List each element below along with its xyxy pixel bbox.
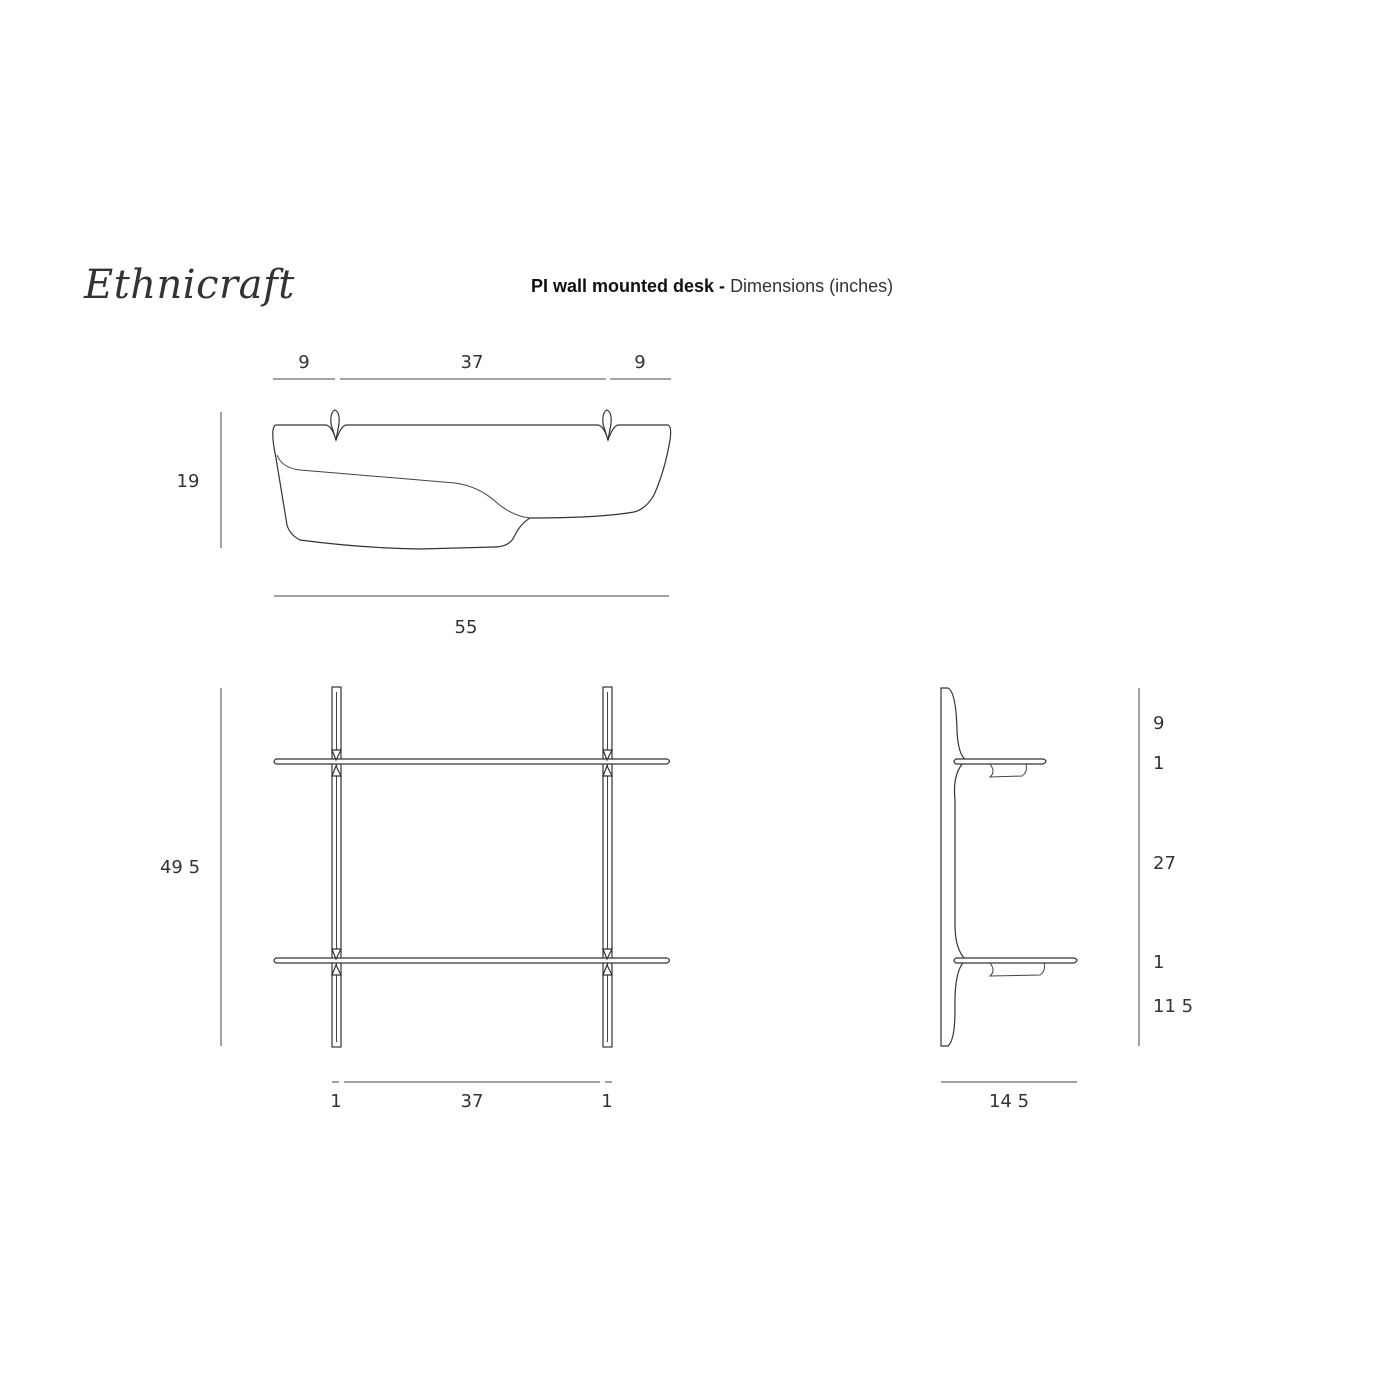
side-lower-shelf [954,958,1077,963]
upper-shelf [274,759,670,764]
top-width-middle: 37 [460,352,484,373]
top-width-left: 9 [298,352,310,373]
brand-logo: Ethnicraft [84,262,295,308]
side-upper-shelf [954,759,1046,764]
top-view [177,352,671,638]
front-width-middle: 37 [460,1091,484,1112]
side-height-shelf1: 1 [1153,753,1165,774]
side-view [941,688,1193,1112]
top-width-right: 9 [634,352,646,373]
product-name: PI wall mounted desk - [531,276,726,296]
side-height-shelf2: 1 [1153,952,1165,973]
lower-shelf [274,958,670,963]
side-height-bottom: 11 5 [1153,996,1194,1017]
side-upper-bracket [990,764,1027,777]
front-width-left: 1 [330,1091,342,1112]
side-lower-bracket [990,963,1045,976]
top-depth-label: 19 [176,471,200,492]
side-height-top: 9 [1153,713,1165,734]
side-depth-label: 14 5 [988,1091,1030,1112]
front-total-height: 49 5 [159,857,201,878]
dimensions-subtitle: Dimensions (inches) [730,276,894,296]
side-height-gap: 27 [1153,853,1176,874]
front-view [160,687,670,1112]
top-total-width: 55 [454,617,478,638]
side-rail [941,688,966,1046]
front-width-right: 1 [601,1091,613,1112]
